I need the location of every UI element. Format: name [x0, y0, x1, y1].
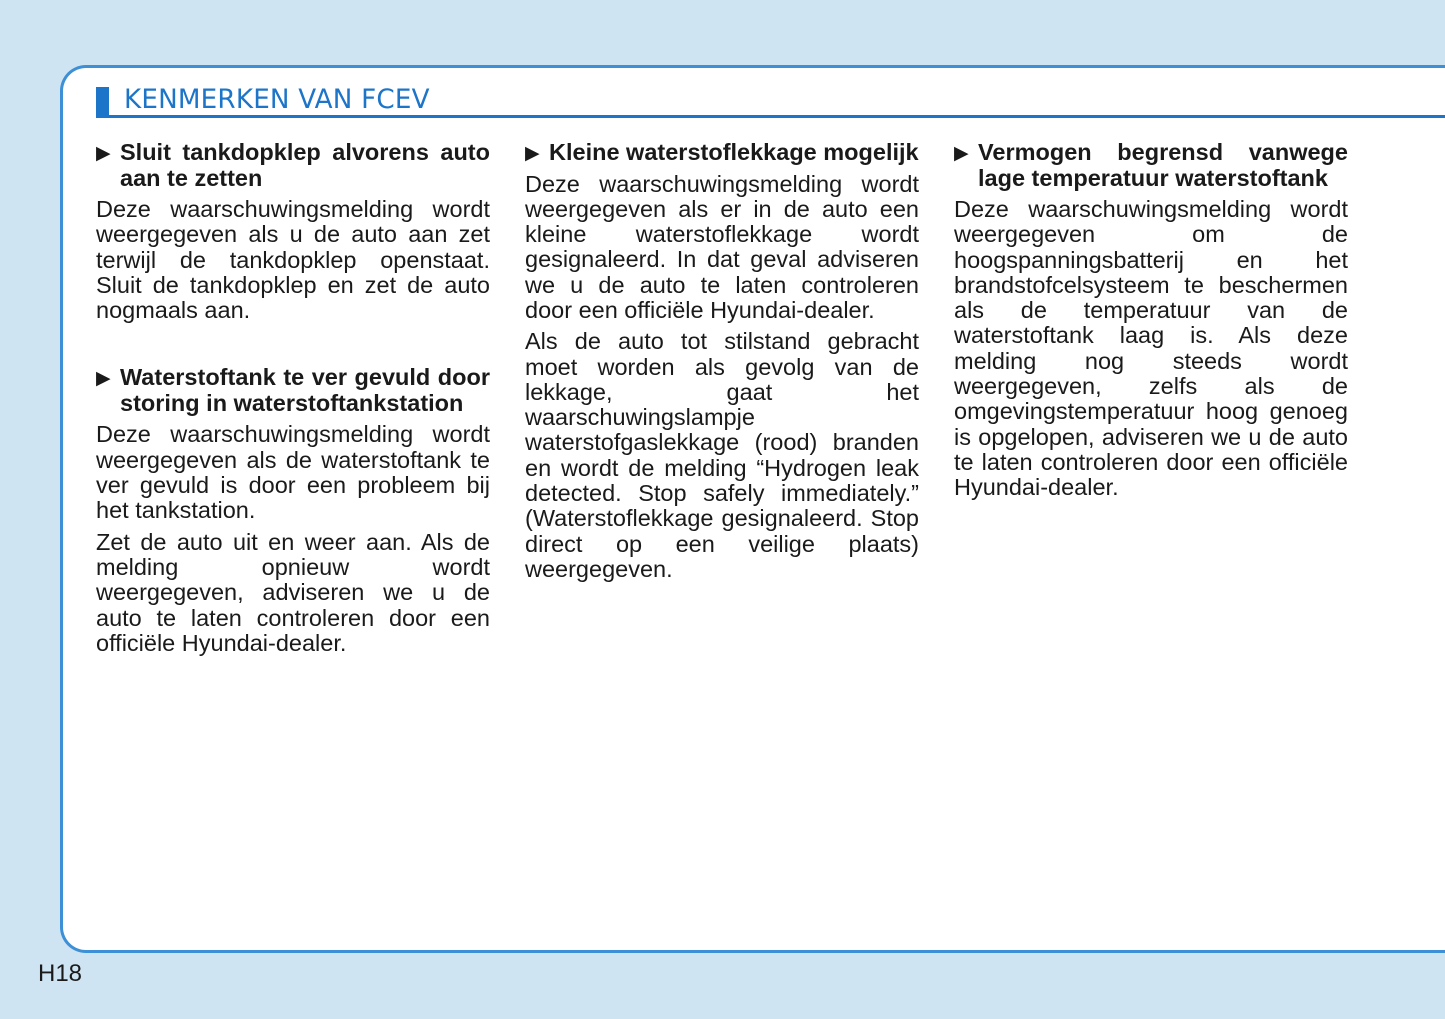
heading-text: Sluit tankdopklep alvorens auto aan te zetten	[120, 139, 490, 191]
arrow-right-icon: ▶	[96, 143, 111, 164]
section-title: KENMERKEN VAN FCEV	[124, 84, 430, 115]
section-heading	[954, 140, 1348, 191]
column-3	[954, 140, 1348, 507]
arrow-right-icon: ▶	[96, 368, 111, 390]
heading-text: Waterstoftank te ver gevuld door storing in waterstoftankstation	[120, 364, 490, 416]
section-heading	[96, 365, 490, 416]
heading-text: Kleine waterstoflekkage mogelijk	[549, 139, 919, 165]
arrow-right-icon: ▶	[525, 143, 540, 164]
section-heading	[96, 140, 490, 191]
body-paragraph: Als de auto tot stilstand gebracht moet worden als gevolg van de lekkage, gaat het waarschuwingslampje waterstofgaslekkage (rood) branden en wordt de melding “Hydrogen leak detected. Stop safely immediately.” (Waterstoflekkage gesignaleerd. Stop direct op een veilige plaats) weergegeven.	[525, 328, 919, 582]
body-paragraph: Deze waarschuwingsmelding wordt weergegeven om de hoogspanningsbatterij en het brandstofcelsysteem te beschermen als de temperatuur van de waterstoftank laag is. Als deze melding nog steeds wordt weergegeven, zelfs als de omgevingstemperatuur hoog genoeg is opgelopen, adviseren we u de auto te laten controleren door een officiële Hyundai-dealer.	[954, 196, 1348, 501]
section-heading	[525, 140, 919, 166]
body-paragraph: Deze waarschuwingsmelding wordt weergegeven als er in de auto een kleine waterstoflekkage wordt gesignaleerd. In dat geval adviseren we u de auto te laten controleren door een officiële Hyundai-dealer.	[525, 170, 919, 323]
column-2	[525, 140, 919, 588]
heading-text: Vermogen begrensd vanwege lage temperatuur waterstoftank	[978, 139, 1348, 191]
page-number: H18	[38, 960, 83, 987]
header-rule	[96, 115, 1445, 118]
column-1	[96, 140, 490, 662]
arrow-right-icon: ▶	[954, 143, 969, 164]
body-paragraph: Deze waarschuwingsmelding wordt weergegeven als u de auto aan zet terwijl de tankdopklep openstaat. Sluit de tankdopklep en zet de auto nogmaals aan.	[96, 196, 490, 324]
body-paragraph: Deze waarschuwingsmelding wordt weergegeven als de waterstoftank te ver gevuld is door een probleem bij het tankstation.	[96, 421, 490, 524]
body-paragraph: Zet de auto uit en weer aan. Als de melding opnieuw wordt weergegeven, adviseren we u de auto te laten controleren door een officiële Hyundai-dealer.	[96, 528, 490, 656]
header-accent-bar	[96, 87, 109, 118]
